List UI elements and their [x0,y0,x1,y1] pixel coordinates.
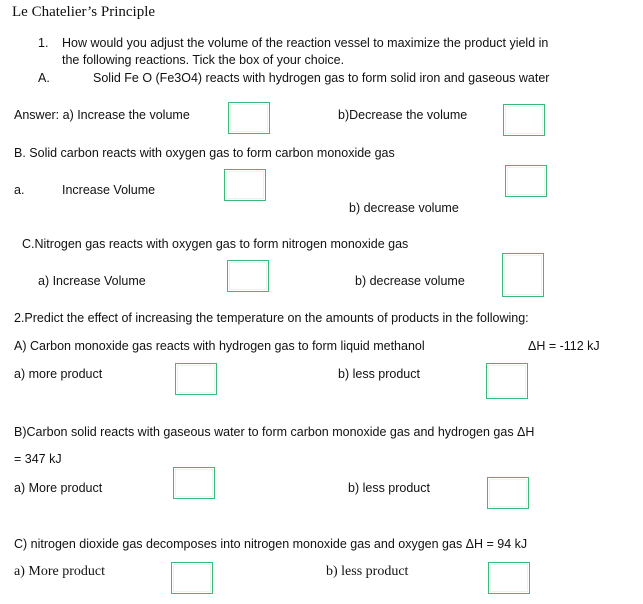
reaction-a-label: A. [38,71,50,85]
checkbox-2c-less[interactable] [488,562,530,594]
checkbox-2c-more[interactable] [171,562,213,594]
answer-b-label: b)Decrease the volume [338,108,468,122]
checkbox-2a-less[interactable] [486,363,528,399]
question-1-line-1: How would you adjust the volume of the reaction vessel to maximize the product yield in [62,36,549,50]
question-2a-enthalpy: ΔH = -112 kJ [528,339,600,353]
checkbox-1a-decrease[interactable] [503,104,545,136]
question-number: 1. [38,36,49,50]
checkbox-1c-decrease[interactable] [502,253,544,297]
question-2c-option-a: a) More product [14,564,105,579]
reaction-c-text: C.Nitrogen gas reacts with oxygen gas to form nitrogen monoxide gas [22,237,409,251]
checkbox-2b-more[interactable] [173,467,215,499]
reaction-b-option-a-label: a. [14,183,25,197]
reaction-b-text: B. Solid carbon reacts with oxygen gas to form carbon monoxide gas [14,146,395,160]
answer-a-label: Answer: a) Increase the volume [14,108,190,122]
reaction-c-option-a-text: a) Increase Volume [38,274,146,288]
reaction-a-text: Solid Fe O (Fe3O4) reacts with hydrogen gas to form solid iron and gaseous water [93,71,550,85]
question-2a-text: A) Carbon monoxide gas reacts with hydrogen gas to form liquid methanol [14,339,425,353]
checkbox-2a-more[interactable] [175,363,217,395]
question-1-line-2: the following reactions. Tick the box of your choice. [62,53,345,67]
question-2b-line-2: = 347 kJ [14,452,62,466]
reaction-c-option-b-text: b) decrease volume [355,274,465,288]
reaction-b-option-a-text: Increase Volume [62,183,156,197]
question-2-heading: 2.Predict the effect of increasing the temperature on the amounts of products in the following: [14,311,529,325]
question-2c-option-b: b) less product [326,564,409,579]
question-2b-line-1: B)Carbon solid reacts with gaseous water to form carbon monoxide gas and hydrogen gas ΔH [14,425,535,439]
checkbox-1a-increase[interactable] [228,102,270,134]
question-2b-option-a: a) More product [14,481,103,495]
checkbox-1c-increase[interactable] [227,260,269,292]
checkbox-1b-increase[interactable] [224,169,266,201]
page-title: Le Chatelier’s Principle [12,4,156,20]
reaction-b-option-b-text: b) decrease volume [349,201,459,215]
checkbox-2b-less[interactable] [487,477,529,509]
question-2a-option-a: a) more product [14,367,103,381]
checkbox-1b-decrease[interactable] [505,165,547,197]
question-2b-option-b: b) less product [348,481,430,495]
question-2a-option-b: b) less product [338,367,420,381]
question-2c-text: C) nitrogen dioxide gas decomposes into nitrogen monoxide gas and oxygen gas ΔH = 94 kJ [14,537,528,551]
